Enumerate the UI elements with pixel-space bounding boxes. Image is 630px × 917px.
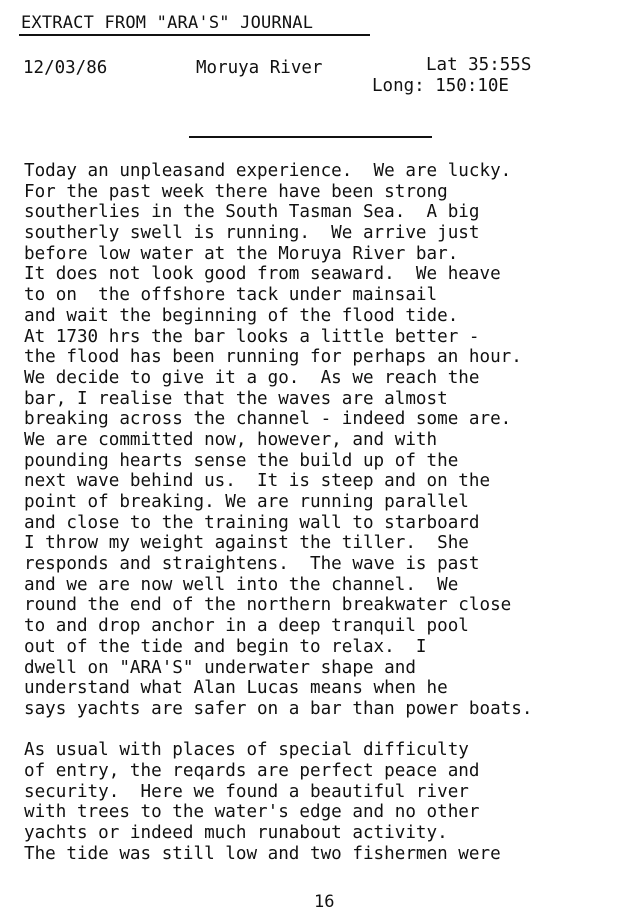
- journal-line: understand what Alan Lucas means when he: [24, 678, 448, 699]
- journal-line: and we are now well into the channel. We: [24, 574, 459, 595]
- journal-line: security. Here we found a beautiful river: [24, 781, 469, 802]
- journal-line: to on the offshore tack under mainsail: [24, 285, 438, 306]
- heading-underline: [19, 34, 370, 36]
- journal-line: out of the tide and begin to relax. I: [24, 636, 427, 657]
- entry-longitude: Long: 150:10E: [372, 76, 509, 96]
- journal-heading: EXTRACT FROM "ARA'S" JOURNAL: [21, 13, 314, 33]
- journal-line: the flood has been running for perhaps an hour.: [24, 347, 522, 368]
- journal-line: It does not look good from seaward. We heave: [24, 264, 501, 285]
- journal-line: before low water at the Moruya River bar.: [24, 243, 459, 264]
- journal-line: point of breaking. We are running parallel: [24, 492, 469, 512]
- journal-line: We decide to give it a go. As we reach the: [24, 367, 480, 388]
- journal-line: to and drop anchor in a deep tranquil pool: [24, 616, 469, 637]
- journal-line: We are committed now, however, and with: [24, 429, 438, 450]
- journal-line: pounding hearts sense the build up of the: [24, 450, 459, 471]
- journal-line: dwell on "ARA'S" underwater shape and: [24, 657, 416, 678]
- entry-date: 12/03/86: [23, 58, 108, 78]
- entry-latitude: Lat 35:55S: [426, 55, 532, 75]
- journal-line: Today an unpleasand experience. We are lucky.: [24, 161, 512, 181]
- page-number: 16: [314, 892, 335, 912]
- journal-line: and wait the beginning of the flood tide.: [24, 305, 459, 326]
- journal-line: southerlies in the South Tasman Sea. A big: [24, 202, 480, 223]
- journal-line: yachts or indeed much runabout activity.: [24, 823, 448, 843]
- section-divider: [189, 136, 432, 138]
- journal-body: [24, 161, 532, 864]
- journal-line: [24, 720, 532, 741]
- journal-line: round the end of the northern breakwater close: [24, 595, 512, 616]
- journal-line: For the past week there have been strong: [24, 181, 448, 202]
- journal-line: I throw my weight against the tiller. She: [24, 533, 469, 554]
- journal-line: next wave behind us. It is steep and on the: [24, 471, 491, 492]
- journal-line: of entry, the reqards are perfect peace and: [24, 760, 480, 781]
- journal-line: says yachts are safer on a bar than power boats.: [24, 698, 533, 719]
- journal-line: southerly swell is running. We arrive just: [24, 223, 480, 244]
- entry-location: Moruya River: [196, 58, 323, 78]
- journal-line: bar, I realise that the waves are almost: [24, 388, 448, 409]
- journal-line: The tide was still low and two fishermen were: [24, 843, 501, 864]
- journal-line: At 1730 hrs the bar looks a little better -: [24, 326, 480, 347]
- journal-line: and close to the training wall to starboard: [24, 512, 480, 533]
- journal-line: breaking across the channel - indeed some are.: [24, 409, 512, 430]
- journal-line: responds and straightens. The wave is past: [24, 554, 480, 575]
- journal-line: As usual with places of special difficulty: [24, 740, 469, 761]
- journal-line: with trees to the water's edge and no other: [24, 802, 480, 823]
